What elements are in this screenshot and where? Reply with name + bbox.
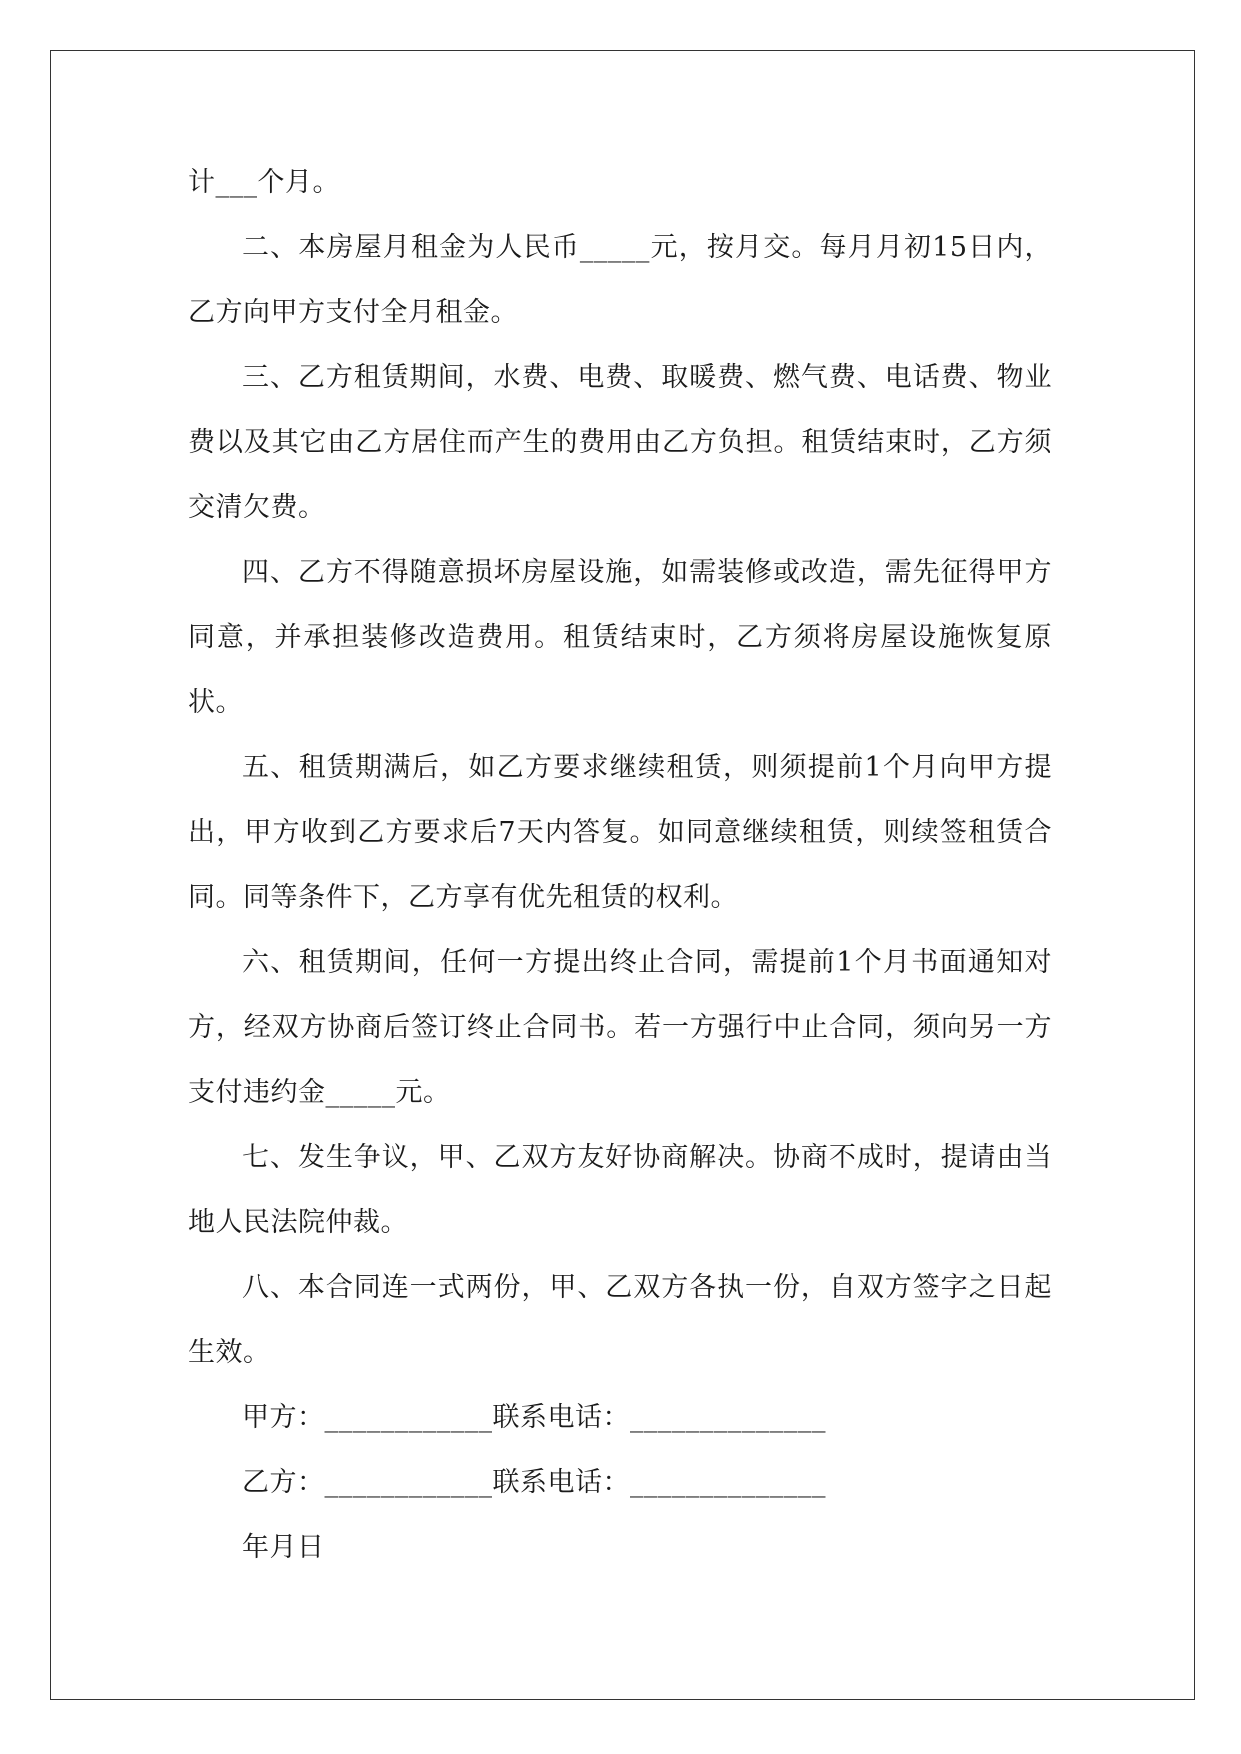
party-b-signature-line: 乙方：____________联系电话：______________ [242,1467,826,1498]
clause-4-facilities: 四、乙方不得随意损坏房屋设施，如需装修或改造，需先征得甲方同意，并承担装修改造费用。租赁结束时，乙方须将房屋设施恢复原状。 [188,557,1052,718]
clause-2-rent: 二、本房屋月租金为人民币_____元，按月交。每月月初15日内，乙方向甲方支付全月租金。 [188,232,1052,328]
clause-5-renewal: 五、租赁期满后，如乙方要求继续租赁，则须提前1个月向甲方提出，甲方收到乙方要求后7天内答复。如同意继续租赁，则续签租赁合同。同等条件下，乙方享有优先租赁的权利。 [188,752,1052,913]
clause-3-fees: 三、乙方租赁期间，水费、电费、取暖费、燃气费、电话费、物业费以及其它由乙方居住而产生的费用由乙方负担。租赁结束时，乙方须交清欠费。 [188,362,1052,523]
clause-8-copies: 八、本合同连一式两份，甲、乙双方各执一份，自双方签字之日起生效。 [188,1272,1052,1368]
paragraph-term-continuation: 计___个月。 [188,167,340,198]
party-a-signature-line: 甲方：____________联系电话：______________ [242,1402,826,1433]
clause-6-termination: 六、租赁期间，任何一方提出终止合同，需提前1个月书面通知对方，经双方协商后签订终止合同书。若一方强行中止合同，须向另一方支付违约金_____元。 [188,947,1052,1108]
document-body [188,150,1052,1580]
date-line: 年月日 [242,1532,325,1563]
clause-7-dispute: 七、发生争议，甲、乙双方友好协商解决。协商不成时，提请由当地人民法院仲裁。 [188,1142,1052,1238]
